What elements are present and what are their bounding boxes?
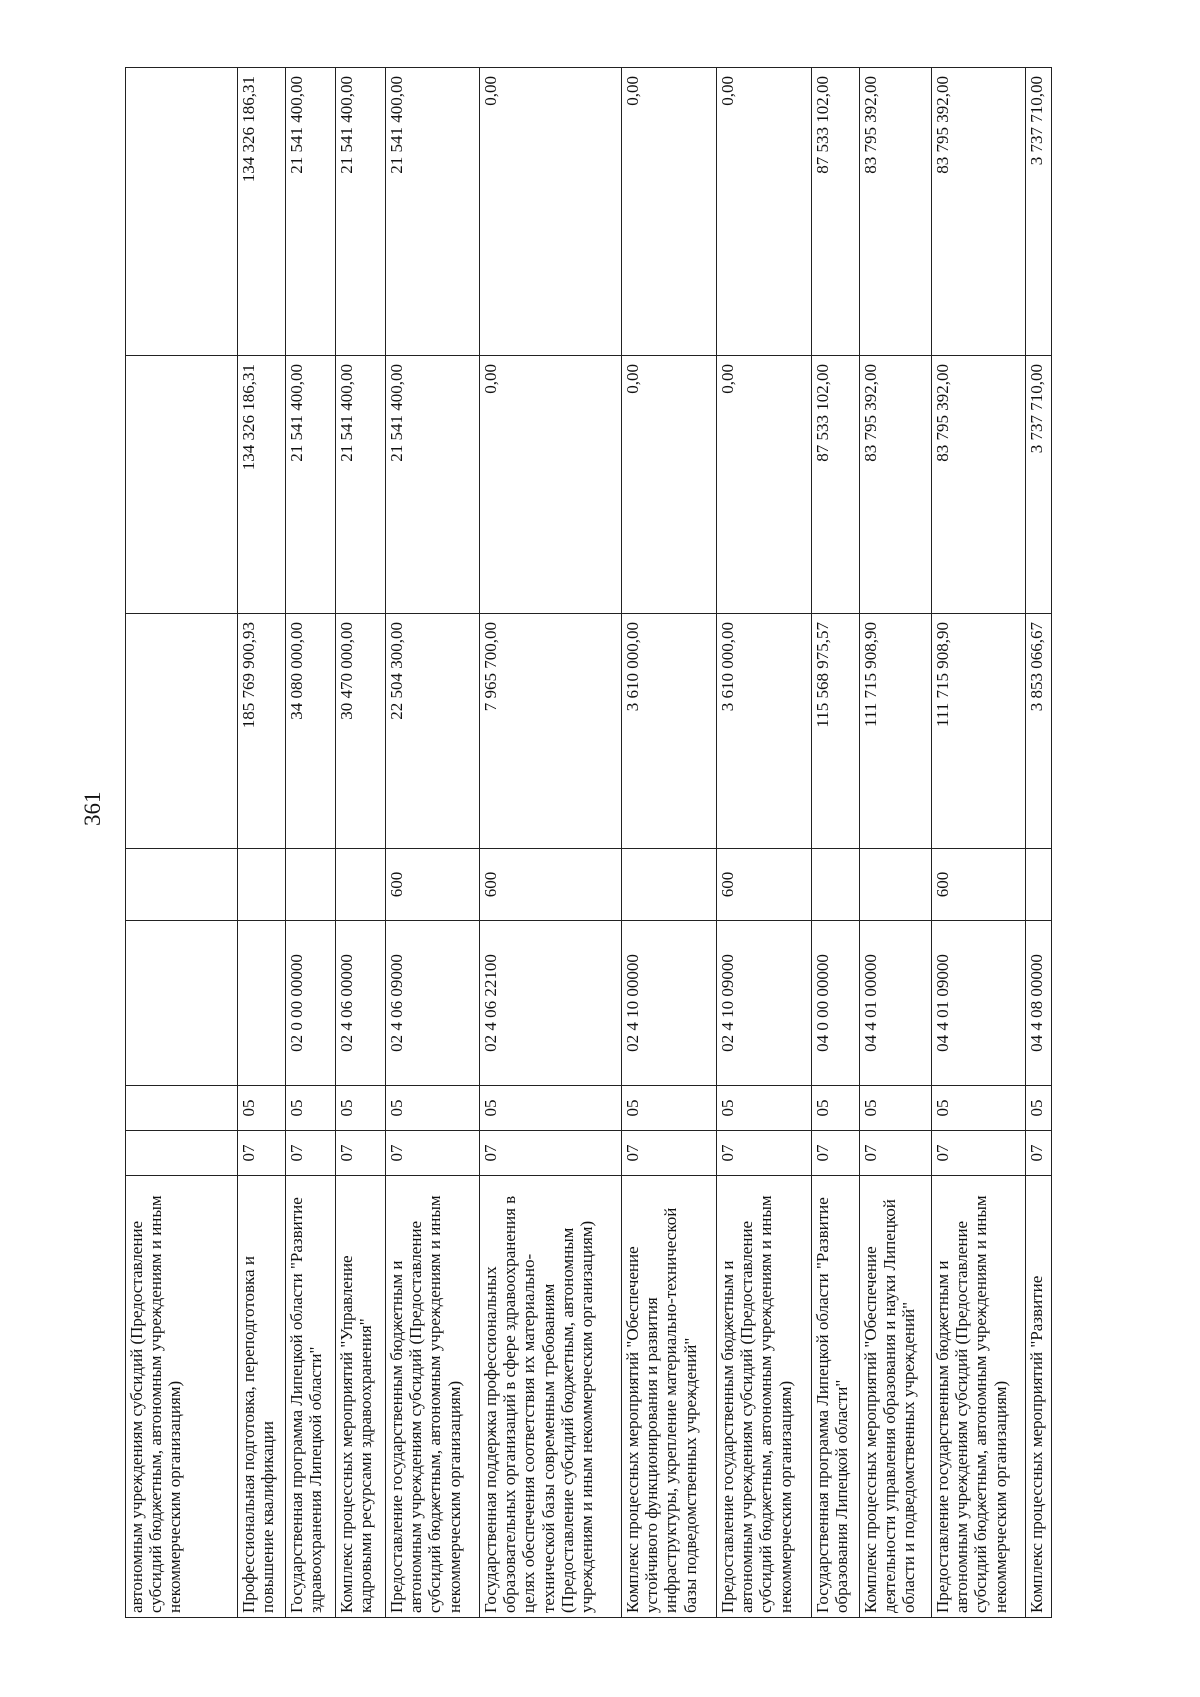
table-row [1026,68,1052,1618]
row-target-code [126,921,238,1086]
table-row [622,68,717,1618]
row-target-code: 02 4 06 00000 [336,921,386,1086]
row-expense-type: 600 [480,849,622,921]
table-row [126,68,238,1618]
row-name: Комплекс процессных мероприятий "Развитие [1026,1176,1052,1618]
row-sum-2: 83 795 392,00 [860,356,932,614]
row-sum-1: 30 470 000,00 [336,614,386,849]
row-name: Предоставление государственным бюджетным и автономным учреждениям субсидий (Предоставление субсидий бюджетным, автономным учреждениям и иным некоммерческим организациям) [932,1176,1026,1618]
row-subsection: 05 [1026,1086,1052,1131]
table-row [932,68,1026,1618]
row-sum-1 [126,614,238,849]
row-sum-2: 3 737 710,00 [1026,356,1052,614]
row-sum-3 [126,68,238,356]
row-target-code: 02 4 06 22100 [480,921,622,1086]
row-target-code [238,921,286,1086]
row-sum-3: 0,00 [622,68,717,356]
row-sum-2 [126,356,238,614]
row-expense-type [238,849,286,921]
table-body [126,68,1052,1618]
row-sum-3: 87 533 102,00 [812,68,860,356]
row-name: Профессиональная подготовка, переподготовка и повышение квалификации [238,1176,286,1618]
row-name: Комплекс процессных мероприятий "Обеспечение деятельности управления образования и науки Липецкой области и подведомственных учреждений" [860,1176,932,1618]
row-section: 07 [1026,1131,1052,1176]
row-sum-3: 21 541 400,00 [386,68,480,356]
row-subsection: 05 [860,1086,932,1131]
row-sum-1: 115 568 975,57 [812,614,860,849]
row-expense-type: 600 [386,849,480,921]
row-target-code: 04 4 01 09000 [932,921,1026,1086]
row-sum-1: 7 965 700,00 [480,614,622,849]
row-expense-type [126,849,238,921]
row-sum-3: 0,00 [717,68,812,356]
row-section: 07 [386,1131,480,1176]
row-sum-3: 0,00 [480,68,622,356]
table-row [812,68,860,1618]
row-sum-1: 3 853 066,67 [1026,614,1052,849]
row-target-code: 04 4 01 00000 [860,921,932,1086]
row-section: 07 [286,1131,336,1176]
table-row [860,68,932,1618]
table-row [336,68,386,1618]
row-subsection: 05 [717,1086,812,1131]
row-sum-1: 3 610 000,00 [717,614,812,849]
row-expense-type [1026,849,1052,921]
row-expense-type [622,849,717,921]
row-subsection: 05 [386,1086,480,1131]
row-sum-2: 83 795 392,00 [932,356,1026,614]
row-target-code: 02 0 00 00000 [286,921,336,1086]
row-section: 07 [480,1131,622,1176]
row-name: Комплекс процессных мероприятий "Обеспечение устойчивого функционирования и развития инфраструктуры, укрепление материально-технической базы подведомственных учреждений" [622,1176,717,1618]
row-target-code: 04 4 08 00000 [1026,921,1052,1086]
row-name: Комплекс процессных мероприятий "Управление кадровыми ресурсами здравоохранения" [336,1176,386,1618]
table-row [386,68,480,1618]
row-sum-2: 0,00 [717,356,812,614]
row-subsection [126,1086,238,1131]
row-section: 07 [336,1131,386,1176]
row-sum-2: 21 541 400,00 [386,356,480,614]
row-name: Государственная программа Липецкой области "Развитие здравоохранения Липецкой области" [286,1176,336,1618]
row-name: Предоставление государственным бюджетным и автономным учреждениям субсидий (Предоставление субсидий бюджетным, автономным учреждениям и иным некоммерческим организациям) [386,1176,480,1618]
row-target-code: 04 0 00 00000 [812,921,860,1086]
row-sum-2: 0,00 [622,356,717,614]
row-sum-2: 21 541 400,00 [336,356,386,614]
row-name: Предоставление государственным бюджетным и автономным учреждениям субсидий (Предоставление субсидий бюджетным, автономным учреждениям и иным некоммерческим организациям) [717,1176,812,1618]
row-subsection: 05 [812,1086,860,1131]
row-section: 07 [932,1131,1026,1176]
row-sum-3: 21 541 400,00 [286,68,336,356]
row-name: Государственная поддержка профессиональных образовательных организаций в сфере здравоохранения в целях обеспечения соответствия их материально-технической базы современным требованиям (Предоставление субсидий бюджетным, автономным учреждениям и иным некоммерческим организациям) [480,1176,622,1618]
row-subsection: 05 [622,1086,717,1131]
row-sum-1: 185 769 900,93 [238,614,286,849]
row-sum-2: 134 326 186,31 [238,356,286,614]
row-target-code: 02 4 10 09000 [717,921,812,1086]
row-sum-1: 111 715 908,90 [932,614,1026,849]
row-subsection: 05 [238,1086,286,1131]
page-number: 361 [80,791,105,826]
row-sum-2: 87 533 102,00 [812,356,860,614]
row-subsection: 05 [286,1086,336,1131]
row-sum-3: 21 541 400,00 [336,68,386,356]
row-section [126,1131,238,1176]
row-section: 07 [238,1131,286,1176]
row-sum-3: 83 795 392,00 [860,68,932,356]
row-subsection: 05 [480,1086,622,1131]
row-name: Государственная программа Липецкой области "Развитие образования Липецкой области" [812,1176,860,1618]
row-section: 07 [812,1131,860,1176]
rotated-table-container [125,68,1052,1618]
row-sum-3: 83 795 392,00 [932,68,1026,356]
row-sum-3: 134 326 186,31 [238,68,286,356]
row-sum-1: 3 610 000,00 [622,614,717,849]
row-section: 07 [860,1131,932,1176]
budget-table [125,67,1052,1618]
row-expense-type [860,849,932,921]
row-target-code: 02 4 06 09000 [386,921,480,1086]
row-expense-type [286,849,336,921]
row-expense-type: 600 [717,849,812,921]
table-row [286,68,336,1618]
row-sum-2: 21 541 400,00 [286,356,336,614]
row-subsection: 05 [336,1086,386,1131]
table-row [238,68,286,1618]
row-sum-3: 3 737 710,00 [1026,68,1052,356]
row-section: 07 [717,1131,812,1176]
row-expense-type [812,849,860,921]
row-name: автономным учреждениям субсидий (Предоставление субсидий бюджетным, автономным учреждениям и иным некоммерческим организациям) [126,1176,238,1618]
table-row [480,68,622,1618]
table-row [717,68,812,1618]
row-target-code: 02 4 10 00000 [622,921,717,1086]
row-sum-1: 22 504 300,00 [386,614,480,849]
row-expense-type [336,849,386,921]
row-expense-type: 600 [932,849,1026,921]
row-sum-1: 111 715 908,90 [860,614,932,849]
row-subsection: 05 [932,1086,1026,1131]
row-sum-2: 0,00 [480,356,622,614]
row-sum-1: 34 080 000,00 [286,614,336,849]
row-section: 07 [622,1131,717,1176]
